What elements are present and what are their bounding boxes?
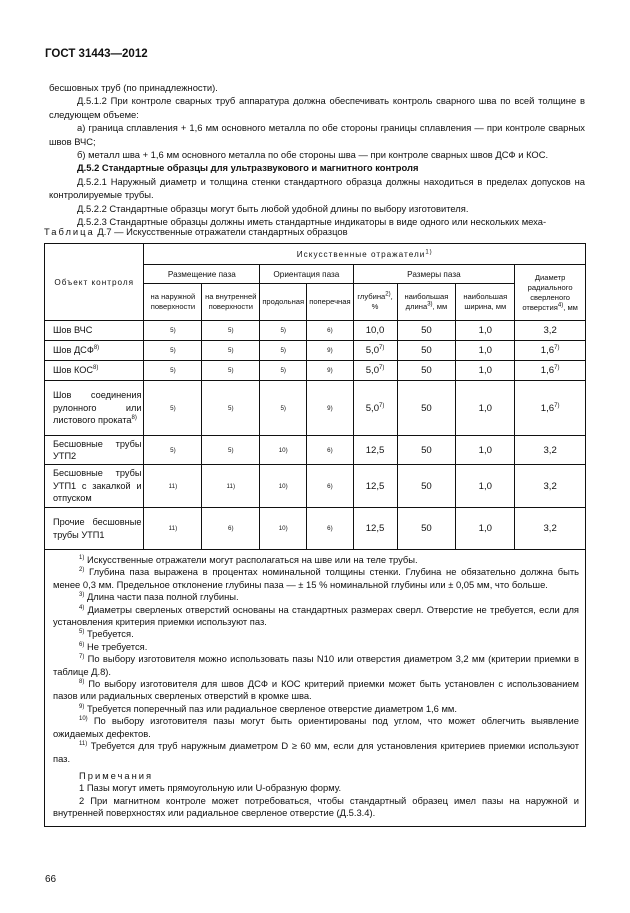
paragraph: Д.5.2.1 Наружный диаметр и толщина стенки стандартного образца должны находиться в пределах допусков на контролируемые трубы.	[49, 175, 585, 201]
paragraph: а) граница сплавления + 1,6 мм основного металла по обе стороны границы сплавления — при контроле сварных швов ВЧС;	[49, 122, 585, 147]
footnote: $^{7)}$ По выбору изготовителя можно использовать пазы N10 или отверстия диаметром 3,2 мм (критерии приемки в таблице Д.8).	[53, 653, 579, 677]
footnote: $^{1)}$ Искусственные отражатели могут располагаться на шве или на теле трубы.	[79, 554, 418, 565]
table-caption-word: Таблица	[44, 226, 95, 237]
header-outer: на наружной поверхности	[144, 284, 202, 321]
footnote: $^{9)}$ Требуется поперечный паз или радиальное сверленое отверстие диаметром 1,6 мм.	[79, 702, 457, 714]
header-longitudinal: продольная	[260, 284, 307, 321]
paragraph: Д.5.2.2 Стандартные образцы могут быть любой удобной длины по выбору изготовителя.	[77, 202, 469, 214]
header-reflectors: Искусственные отражатели$^{1)}$	[144, 244, 586, 265]
header-width: наибольшая ширина, мм	[456, 284, 515, 321]
document-header: ГОСТ 31443—2012	[45, 48, 148, 60]
paragraph: Д.5.1.2 При контроле сварных труб аппаратура должна обеспечивать контроль сварного шва по всей толщине в следующем объеме:	[49, 95, 585, 120]
table-row: Шов соединения рулонного или листового проката$^{8)}$ 5) 5) 5) 9) 5,0$^{7)}$ 50 1,0 1,6$^{7)}$	[45, 381, 586, 436]
header-depth: глубина$^{2)}$, %	[353, 284, 397, 321]
remark: 1 Пазы могут иметь прямоугольную или U-образную форму.	[79, 782, 342, 794]
header-diameter: Диаметр радиального сверленого отверстия$^{4)}$, мм	[515, 265, 586, 321]
page-number: 66	[45, 874, 57, 885]
table-row: Прочие бесшовные трубы УТП1 11) 6) 10) 6) 12,5 50 1,0 3,2	[45, 508, 586, 550]
table-caption-text: Д.7 — Искусственные отражатели стандартных образцов	[97, 226, 348, 237]
footnote: $^{5)}$ Требуется.	[79, 628, 134, 640]
remark: 2 При магнитном контроле может потребоваться, чтобы стандартный образец имел пазы на наружной и внутренней поверхностях или радиальное сверленое отверстие (Д.5.3.4).	[53, 794, 579, 819]
section-heading: Д.5.2 Стандартные образцы для ультразвукового и магнитного контроля	[77, 162, 419, 174]
footnote: $^{4)}$ Диаметры сверленых отверстий основаны на стандартных размерах сверл. Отверстие не требуется, если для установления критерия приемки используют паз.	[53, 603, 579, 628]
footnote: $^{6)}$ Не требуется.	[79, 640, 148, 652]
paragraph: Д.5.2.3 Стандартные образцы должны иметь стандартные индикаторы в виде одного или нескольких меха-	[77, 216, 547, 228]
table-row: Шов КОС$^{8)}$ 5) 5) 5) 9) 5,0$^{7)}$ 50 1,0 1,6$^{7)}$	[45, 361, 586, 381]
header-inner: на внутренней поверхности	[202, 284, 260, 321]
footnote: $^{3)}$ Длина части паза полной глубины.	[79, 591, 239, 603]
reflectors-table	[44, 243, 586, 827]
header-placement: Размещение паза	[144, 265, 260, 284]
footnote: $^{2)}$ Глубина паза выражена в процентах номинальной толщины стенки. Глубина не обязательно должна быть менее 0,3 мм. Предельное отклонение глубины паза — ± 15 % номинальной глубины или ± 0,05 мм, что больше.	[53, 566, 580, 590]
paragraph: бесшовных труб (по принадлежности).	[49, 82, 218, 93]
footnote: $^{8)}$ По выбору изготовителя для швов ДСФ и КОС критерий приемки может быть установлен с использованием пазов или радиальных сверленых отверстий в кромке шва.	[53, 678, 579, 702]
header-orientation: Ориентация паза	[260, 265, 353, 284]
header-length: наибольшая длина$^{3)}$, мм	[397, 284, 456, 321]
table-row: Шов ВЧС 5) 5) 5) 6) 10,0 50 1,0 3,2	[45, 321, 586, 341]
paragraph: б) металл шва + 1,6 мм основного металла по обе стороны шва — при контроле сварных швов ДСФ и КОС.	[77, 149, 549, 161]
remarks-title: Примечания	[79, 769, 154, 781]
table-notes	[45, 550, 586, 827]
table-row: Бесшовные трубы УТП2 5) 5) 10) 6) 12,5 50 1,0 3,2	[45, 436, 586, 465]
header-sizes: Размеры паза	[353, 265, 515, 284]
header-transverse: поперечная	[307, 284, 353, 321]
table-row: Бесшовные трубы УТП1 с закалкой и отпуском 11) 11) 10) 6) 12,5 50 1,0 3,2	[45, 465, 586, 508]
footnote: $^{10)}$ По выбору изготовителя пазы могут быть ориентированы под углом, что может облегчить выявление ожидаемых дефектов.	[53, 715, 580, 739]
body-text	[49, 81, 585, 228]
header-object: Объект контроля	[45, 244, 144, 321]
table-row: Шов ДСФ$^{8)}$ 5) 5) 5) 9) 5,0$^{7)}$ 50 1,0 1,6$^{7)}$	[45, 341, 586, 361]
table-notes-row	[45, 550, 586, 827]
table-caption	[44, 226, 348, 237]
footnote: $^{11)}$ Требуется для труб наружным диаметром D ≥ 60 мм, если для установления критериев приемки используют паз.	[53, 740, 580, 764]
